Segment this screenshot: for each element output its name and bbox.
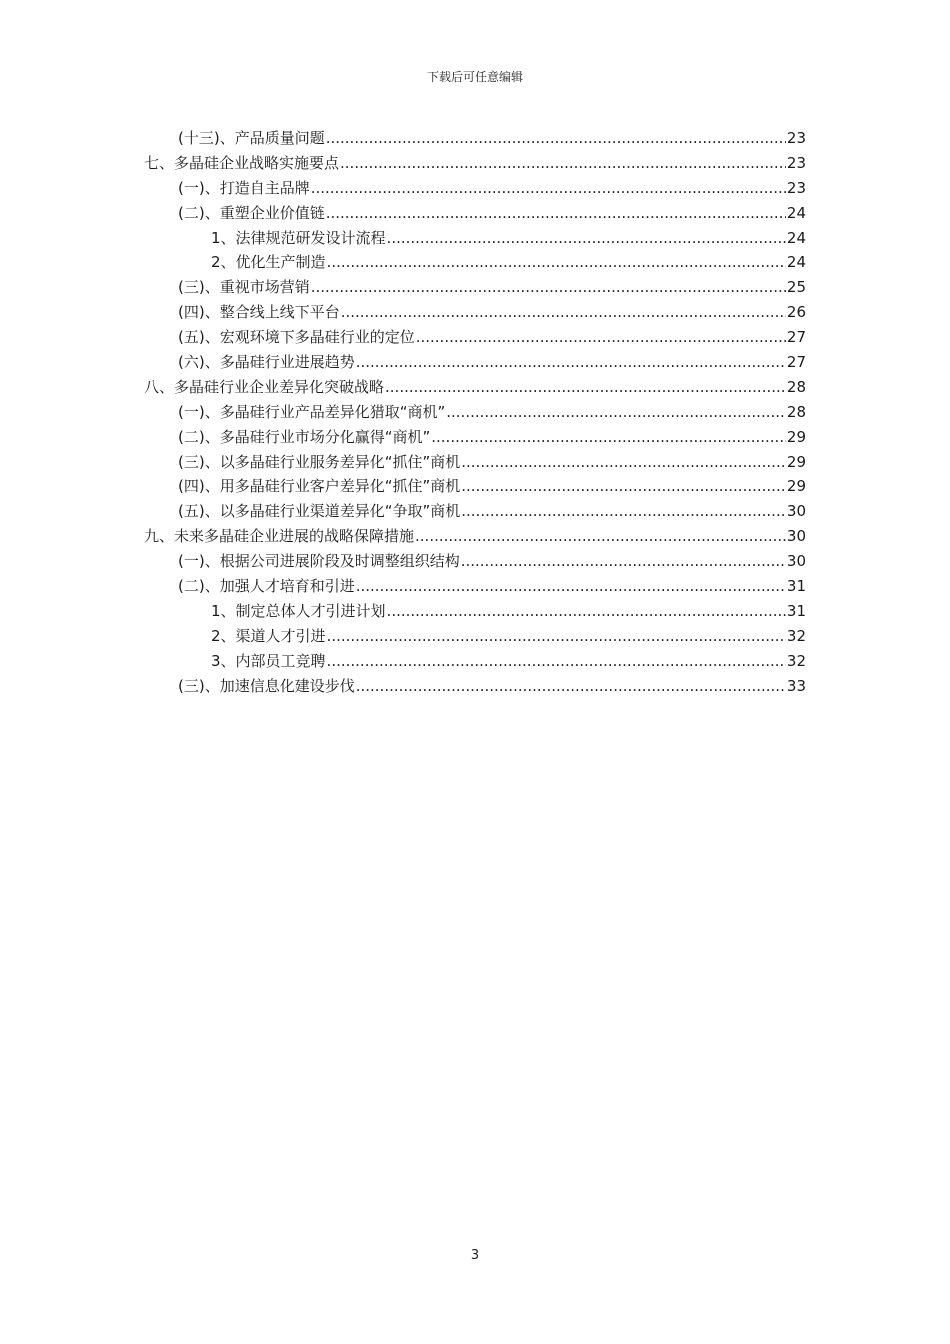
toc-entry-page: 25 [786,278,806,297]
page-number: 3 [470,1248,480,1263]
toc-entry[interactable] [211,599,806,624]
toc-entry-title: (二)、加强人才培育和引进 [178,577,355,596]
toc-dot-leader [356,574,786,599]
toc-entry-page: 24 [786,228,806,247]
toc-entry[interactable] [178,350,806,375]
toc-entry[interactable] [178,674,806,699]
toc-dot-leader [431,425,786,450]
toc-entry-title: (五)、以多晶硅行业渠道差异化“争取”商机 [178,502,461,521]
toc-entry-title: 3、内部员工竞聘 [211,651,326,670]
toc-dot-leader [385,375,786,400]
toc-entry-title: 七、多晶硅企业战略实施要点 [144,153,340,172]
toc-dot-leader [461,474,786,499]
toc-entry-title: (三)、以多晶硅行业服务差异化“抓住”商机 [178,452,461,471]
toc-dot-leader [327,624,786,649]
toc-dot-leader [327,250,786,275]
toc-entry-title: 2、优化生产制造 [211,253,326,272]
toc-entry-page: 31 [786,577,806,596]
toc-dot-leader [387,599,786,624]
toc-entry-title: 1、制定总体人才引进计划 [211,601,386,620]
toc-dot-leader [415,524,786,549]
toc-entry-title: (四)、整合线上线下平台 [178,303,340,322]
toc-dot-leader [461,549,786,574]
table-of-contents [0,126,950,698]
toc-dot-leader [446,400,786,425]
toc-dot-leader [356,674,786,699]
toc-entry-page: 28 [786,402,806,421]
toc-dot-leader [416,325,786,350]
toc-entry[interactable] [211,250,806,275]
toc-dot-leader [461,450,786,475]
toc-dot-leader [341,300,786,325]
toc-entry[interactable] [178,425,806,450]
toc-entry[interactable] [178,126,806,151]
toc-entry-page: 27 [786,353,806,372]
toc-entry-page: 29 [786,452,806,471]
toc-entry-title: 八、多晶硅行业企业差异化突破战略 [144,377,385,396]
toc-entry-title: (二)、重塑企业价值链 [178,203,325,222]
toc-entry-page: 23 [786,153,806,172]
toc-entry-page: 32 [786,651,806,670]
toc-entry[interactable] [178,325,806,350]
toc-entry[interactable] [211,226,806,251]
toc-dot-leader [387,226,786,251]
toc-entry[interactable] [144,524,806,549]
toc-entry[interactable] [178,474,806,499]
toc-dot-leader [311,275,786,300]
toc-entry[interactable] [211,649,806,674]
toc-entry-page: 33 [786,676,806,695]
toc-entry-page: 26 [786,303,806,322]
toc-dot-leader [356,350,786,375]
toc-entry[interactable] [178,400,806,425]
toc-entry-title: (一)、多晶硅行业产品差异化猎取“商机” [178,402,446,421]
toc-entry-page: 23 [786,178,806,197]
toc-entry-page: 24 [786,253,806,272]
toc-entry[interactable] [178,201,806,226]
toc-entry-page: 30 [786,527,806,546]
page-header: 下载后可任意编辑 [426,70,523,84]
toc-entry-title: (三)、重视市场营销 [178,278,310,297]
toc-entry[interactable] [178,549,806,574]
toc-entry-page: 29 [786,477,806,496]
toc-entry-title: (二)、多晶硅行业市场分化赢得“商机” [178,427,431,446]
toc-dot-leader [340,151,786,176]
toc-entry[interactable] [178,450,806,475]
toc-entry[interactable] [211,624,806,649]
toc-entry-title: (四)、用多晶硅行业客户差异化“抓住”商机 [178,477,461,496]
toc-entry-page: 32 [786,626,806,645]
toc-entry[interactable] [178,300,806,325]
toc-entry[interactable] [178,499,806,524]
toc-entry[interactable] [178,574,806,599]
toc-entry-page: 30 [786,552,806,571]
toc-entry-title: (十三)、产品质量问题 [178,129,325,147]
toc-entry-title: 1、法律规范研发设计流程 [211,228,386,247]
toc-entry-title: (一)、根据公司进展阶段及时调整组织结构 [178,552,460,571]
toc-entry-page: 29 [786,427,806,446]
toc-dot-leader [326,126,786,151]
toc-entry-page: 31 [786,601,806,620]
toc-entry-page: 30 [786,502,806,521]
toc-entry[interactable] [144,151,806,176]
toc-entry-title: (一)、打造自主品牌 [178,178,310,197]
toc-entry-title: (六)、多晶硅行业进展趋势 [178,353,355,372]
toc-dot-leader [327,649,786,674]
toc-entry-page: 27 [786,328,806,347]
toc-dot-leader [326,201,786,226]
toc-dot-leader [461,499,786,524]
toc-dot-leader [311,176,786,201]
toc-entry[interactable] [178,176,806,201]
toc-entry-title: 九、未来多晶硅企业进展的战略保障措施 [144,527,415,546]
toc-entry-title: 2、渠道人才引进 [211,626,326,645]
toc-entry-title: (三)、加速信息化建设步伐 [178,676,355,695]
toc-entry-page: 23 [786,129,806,147]
toc-entry-page: 24 [786,203,806,222]
toc-entry[interactable] [144,375,806,400]
toc-entry-page: 28 [786,377,806,396]
toc-entry-title: (五)、宏观环境下多晶硅行业的定位 [178,328,415,347]
toc-entry[interactable] [178,275,806,300]
